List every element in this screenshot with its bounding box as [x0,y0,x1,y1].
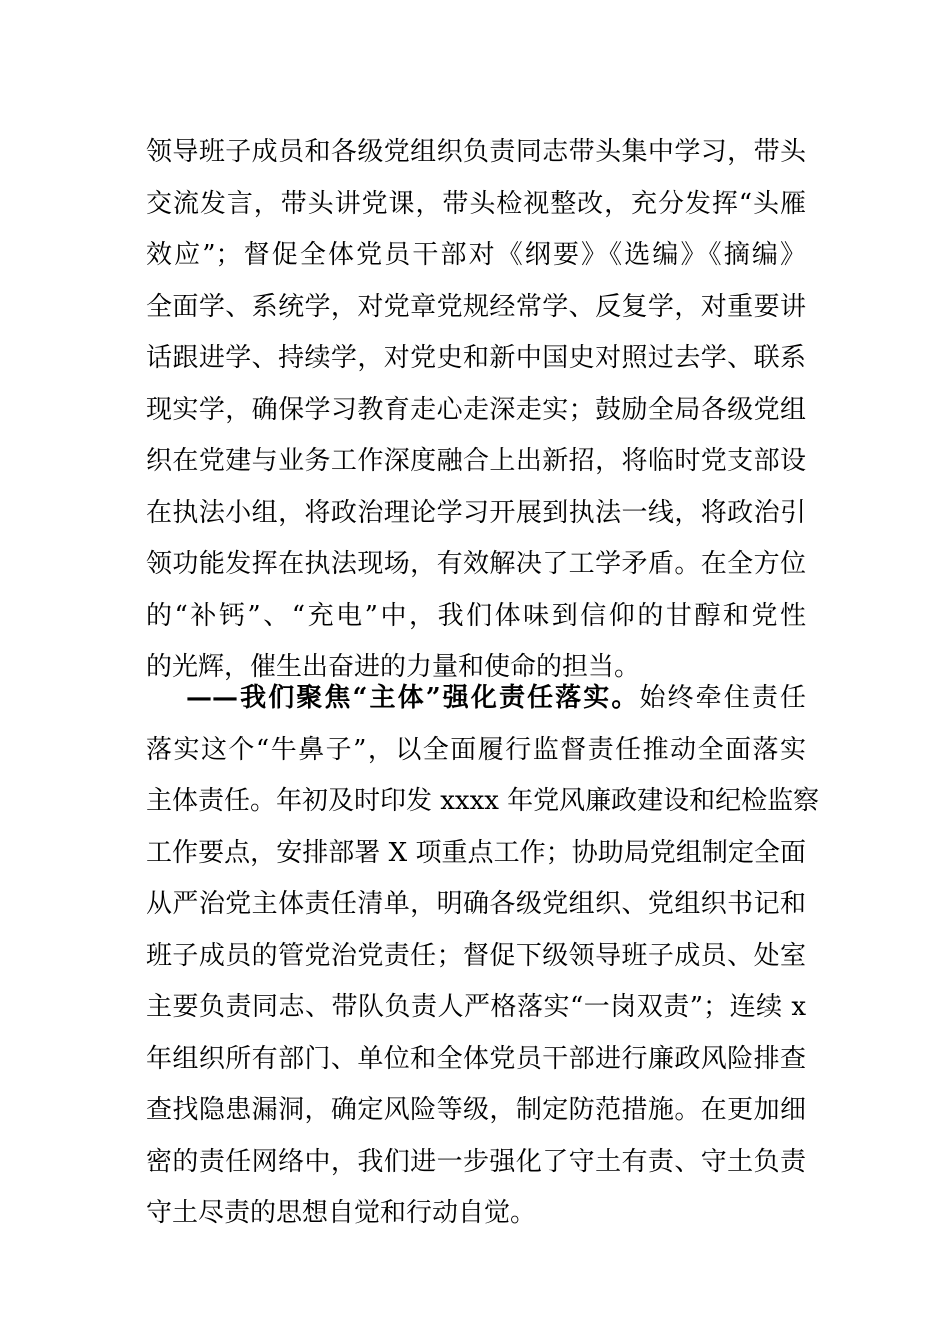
text-line: 工作要点，安排部署 X 项重点工作；协助局党组制定全面 [146,837,806,868]
text-line: 查找隐患漏洞，确定风险等级，制定防范措施。在更加细 [146,1095,806,1125]
text-line: 领导班子成员和各级党组织负责同志带头集中学习，带头 [146,137,806,167]
text-line: 密的责任网络中，我们进一步强化了守土有责、守土负责 [146,1146,806,1177]
text-line: 的“补钙”、“充电”中，我们体味到信仰的甘醇和党性 [146,600,806,631]
text-line: 主体责任。年初及时印发 xxxx 年党风廉政建设和纪检监察 [146,786,820,816]
text-line: 效应”；督促全体党员干部对《纲要》《选编》《摘编》 [146,240,806,270]
section-heading: ——我们聚焦“主体”强化责任落实。 [186,683,640,713]
text-line: 主要负责同志、带队负责人严格落实“一岗双责”；连续 x [146,992,806,1022]
text-line: 在执法小组，将政治理论学习开展到执法一线，将政治引 [146,497,806,528]
text-line: 全面学、系统学，对党章党规经常学、反复学，对重要讲 [146,291,806,322]
text-line: 现实学，确保学习教育走心走深走实；鼓励全局各级党组 [146,394,806,425]
text-line: 领功能发挥在执法现场，有效解决了工学矛盾。在全方位 [146,549,806,579]
text-line: 从严治党主体责任清单，明确各级党组织、党组织书记和 [146,889,806,919]
heading-continuation: 始终牵住责任 [639,683,806,713]
paragraph-2 [146,673,820,1240]
text-line: 交流发言，带头讲党课，带头检视整改，充分发挥“头雁 [146,188,806,219]
text-line: 话跟进学、持续学，对党史和新中国史对照过去学、联系 [146,343,806,373]
text-line: 织在党建与业务工作深度融合上出新招，将临时党支部设 [146,446,806,476]
text-line: 的光辉，催生出奋进的力量和使命的担当。 [146,652,641,682]
text-line: 落实这个“牛鼻子”，以全面履行监督责任推动全面落实 [146,734,806,765]
text-line: 守土尽责的思想自觉和行动自觉。 [146,1198,537,1228]
paragraph-first-line [146,673,806,725]
text-line: 班子成员的管党治党责任；督促下级领导班子成员、处室 [146,940,806,971]
paragraph-1 [146,127,806,694]
text-line: 年组织所有部门、单位和全体党员干部进行廉政风险排查 [146,1043,806,1074]
